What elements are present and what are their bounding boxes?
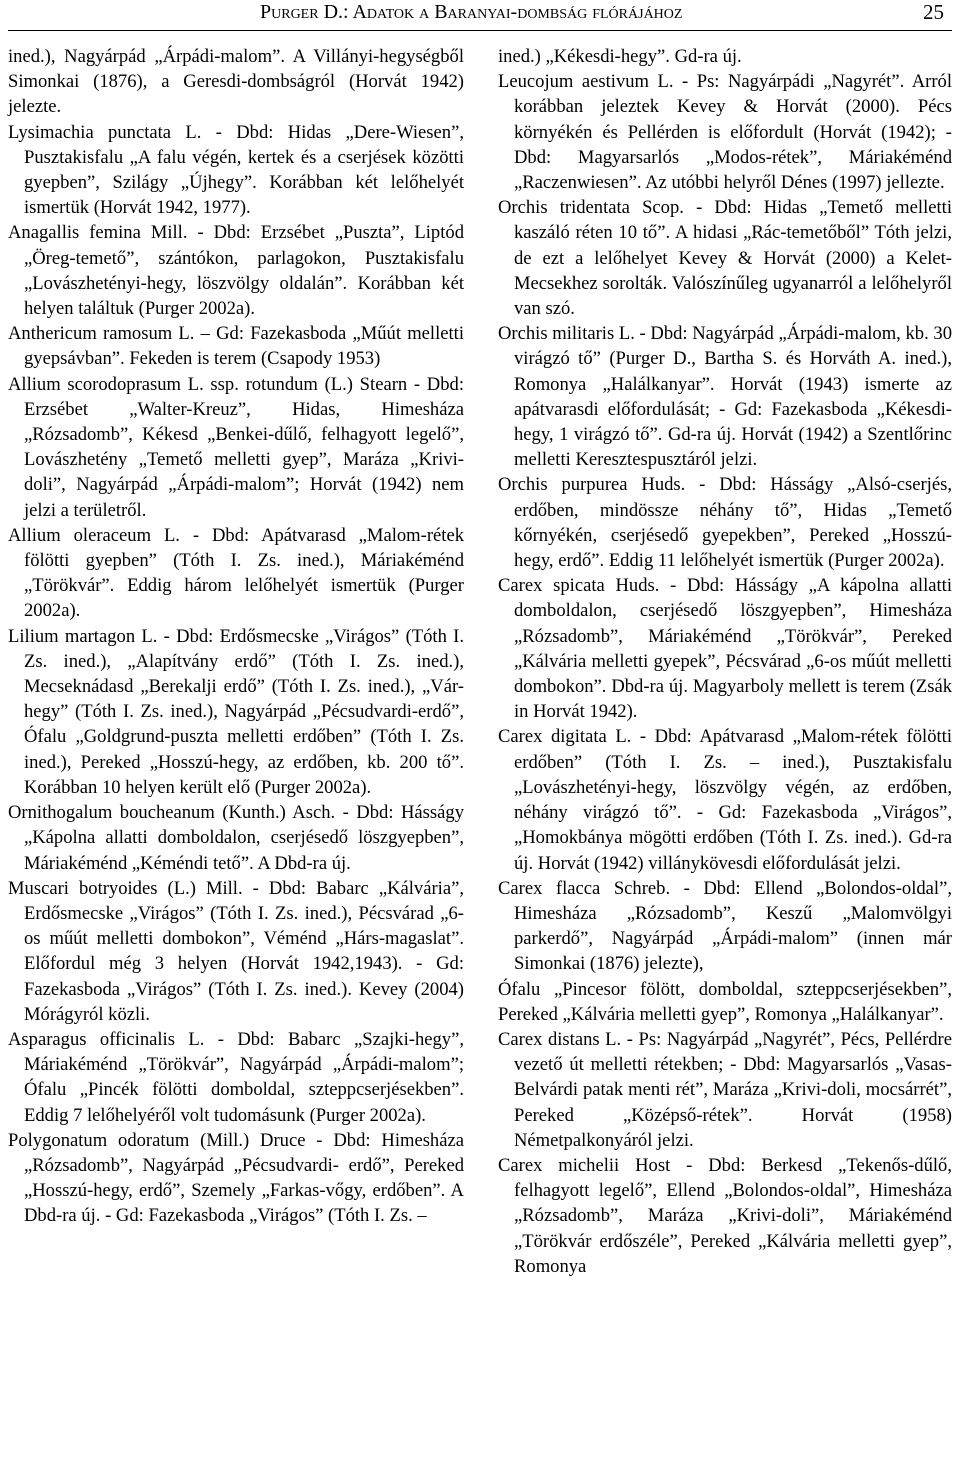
species-entry: Allium oleraceum L. - Dbd: Apátvarasd „Malom-rétek fölötti gyepben” (Tóth I. Zs. ined.), Máriakéménd „Törökvár”. Eddig három lelőhelyét ismertük (Purger 2002a). xyxy=(8,524,464,622)
left-column xyxy=(8,44,464,1229)
right-column xyxy=(498,44,952,1279)
species-entry: Carex distans L. - Ps: Nagyárpád „Nagyrét”, Pécs, Pellérdre vezető út melletti rétekben; - Dbd: Magyarsarlós „Vasas-Belvárdi patak menti rét”, Maráza „Krivi-doli, mocsárrét”, Pereked „Középső-rétek”. Horvát (1958) Németpalkonyáról jelzi. xyxy=(498,1028,952,1151)
species-entry: Asparagus officinalis L. - Dbd: Babarc „Szajki-hegy”, Máriakéménd „Törökvár”, Nagyárpád „Árpádi-malom”; Ófalu „Pincék fölötti domboldal, szteppcserjésekben”. Eddig 7 lelőhelyéről volt tudomásunk (Purger 2002a). xyxy=(8,1028,464,1126)
paragraph: Ófalu „Pincesor fölött, domboldal, szteppcserjésekben”, Pereked „Kálvária melletti gyep”, Romonya „Halálkanyar”. xyxy=(498,978,952,1025)
paragraph: ined.), Nagyárpád „Árpádi-malom”. A Villányi-hegységből Simonkai (1876), a Geresdi-dombságról (Horvát 1942) jelezte. xyxy=(8,46,464,118)
species-entry: Allium scorodoprasum L. ssp. rotundum (L.) Stearn - Dbd: Erzsébet „Walter-Kreuz”, Hidas, Himesháza „Rózsadomb”, Kékesd „Benkei-dűlő, felhagyott legelő”, Lovászhetény „Temető melletti gyep”, Maráza „Krivi-doli”, Nagyárpád „Árpádi-malom”; Horvát (1942) nem jelzi a területről. xyxy=(8,373,464,521)
species-entry: Lilium martagon L. - Dbd: Erdősmecske „Virágos” (Tóth I. Zs. ined.), „Alapítvány erdő” (Tóth I. Zs. ined.), Mecseknádasd „Berekalji erdő” (Tóth I. Zs. ined.), „Vár-hegy” (Tóth I. Zs. ined.), Nagyárpád „Pécsudvardi-erdő”, Ófalu „Goldgrund-puszta melletti erdőben” (Tóth I. Zs. ined.), Pereked „Hosszú-hegy, az erdőben, kb. 200 tő”. Korábban 10 helyen került elő (Purger 2002a). xyxy=(8,625,464,798)
running-title: Purger D.: Adatok a Baranyai-dombság flórájához xyxy=(260,1,683,23)
species-entry: Carex michelii Host - Dbd: Berkesd „Tekenős-dűlő, felhagyott legelő”, Ellend „Bolondos-oldal”, Himesháza „Rózsadomb”, Maráza „Krivi-doli”, Máriakéménd „Törökvár erdőszéle”, Pereked „Kálvária melletti gyep”, Romonya xyxy=(498,1154,952,1277)
species-entry: Carex spicata Huds. - Dbd: Hásságy „A kápolna allatti domboldalon, cserjésedő löszgyepben”, Himesháza „Rózsadomb”, Máriakéménd „Törökvár”, Pereked „Kálvária melletti gyepek”, Pécsvárad „6-os műút melletti dombokon”. Dbd-ra új. Magyarboly mellett is terem (Zsák in Horvát 1942). xyxy=(498,575,952,723)
species-entry: Carex flacca Schreb. - Dbd: Ellend „Bolondos-oldal”, Himesháza „Rózsadomb”, Keszű „Malomvölgyi parkerdő”, Nagyárpád „Árpádi-malom” (innen már Simonkai (1876) jelezte), xyxy=(498,877,952,975)
species-entry: Polygonatum odoratum (Mill.) Druce - Dbd: Himesháza „Rózsadomb”, Nagyárpád „Pécsudvardi- erdő”, Pereked „Hosszú-hegy, erdő”, Szemely „Farkas-vőgy, erdőben”. A Dbd-ra új. - Gd: Fazekasboda „Virágos” (Tóth I. Zs. – xyxy=(8,1129,464,1227)
species-entry: Orchis purpurea Huds. - Dbd: Hásságy „Alsó-cserjés, erdőben, mindössze néhány tő”, Hidas „Temető kőrnyékén, cserjésedő gyepekben”, Pereked „Hosszú-hegy, erdő”. Eddig 11 lelőhelyét ismertük (Purger 2002a). xyxy=(498,474,952,572)
species-entry: Ornithogalum boucheanum (Kunth.) Asch. - Dbd: Hásságy „Kápolna allatti domboldalon, cserjésedő löszgyepben”, Máriakéménd „Kéméndi tető”. A Dbd-ra új. xyxy=(8,802,464,874)
species-entry: Anthericum ramosum L. – Gd: Fazekasboda „Műút melletti gyepsávban”. Fekeden is terem (Csapody 1953) xyxy=(8,323,464,370)
running-header xyxy=(8,0,952,31)
page-number: 25 xyxy=(923,0,944,24)
species-entry: Orchis tridentata Scop. - Dbd: Hidas „Temető melletti kaszáló réten 10 tő”. A hidasi „Rác-temetőből” Tóth jelzi, de ezt a lelőhelyet Kevey & Horvát (2000) a Kelet-Mecsekhez sorolták. Valószínűleg ugyanarról a lelőhelyről van szó. xyxy=(498,197,952,320)
species-entry: Muscari botryoides (L.) Mill. - Dbd: Babarc „Kálvária”, Erdősmecske „Virágos” (Tóth I. Zs. ined.), Pécsvárad „6-os műút melletti dombokon”, Véménd „Hárs-magaslat”. Előfordul még 3 helyen (Horvát 1942,1943). - Gd: Fazekasboda „Virágos” (Tóth I. Zs. ined.). Kevey (2004) Mórágyról közli. xyxy=(8,877,464,1025)
species-entry: Leucojum aestivum L. - Ps: Nagyárpádi „Nagyrét”. Arról korábban jeleztek Kevey & Horvát (2000). Pécs környékén és Pellérden is előfordult (Horvát (1942); - Dbd: Magyarsarlós „Modos-rétek”, Máriakéménd „Raczenwiesen”. Az utóbbi helyről Dénes (1997) jellezte. xyxy=(498,71,952,194)
species-entry: Lysimachia punctata L. - Dbd: Hidas „Dere-Wiesen”, Pusztakisfalu „A falu végén, kertek és a cserjések közötti gyepben”, Szilágy „Újhegy”. Korábban két lelőhelyét ismertük (Horvát 1942, 1977). xyxy=(8,121,464,219)
paragraph: ined.) „Kékesdi-hegy”. Gd-ra új. xyxy=(498,46,742,67)
species-entry: Anagallis femina Mill. - Dbd: Erzsébet „Puszta”, Liptód „Öreg-temető”, szántókon, parlagokon, Pusztakisfalu „Lovászhetényi-hegy, löszvölgy oldalán”. Korábban két helyen találtuk (Purger 2002a). xyxy=(8,222,464,320)
species-entry: Carex digitata L. - Dbd: Apátvarasd „Malom-rétek fölötti erdőben” (Tóth I. Zs. – ined.), Pusztakisfalu „Lovászhetényi-hegy, löszvölgy végén, az erdőben, néhány virágzó tő”. - Gd: Fazekasboda „Virágos”, „Homokbánya mögötti erdőben (Tóth I. Zs. ined.). Gd-ra új. Horvát (1942) villánykövesdi előfordulását jelzi. xyxy=(498,726,952,874)
species-entry: Orchis militaris L. - Dbd: Nagyárpád „Árpádi-malom, kb. 30 virágzó tő” (Purger D., Bartha S. és Horváth A. ined.), Romonya „Halálkanyar”. Horvát (1943) ismerte az apátvarasdi előfordulását; - Gd: Fazekasboda „Kékesdi-hegy, 1 virágzó tő”. Gd-ra új. Horvát (1942) a Szentlőrinc melletti Keresztespusztáról jelzi. xyxy=(498,323,952,471)
